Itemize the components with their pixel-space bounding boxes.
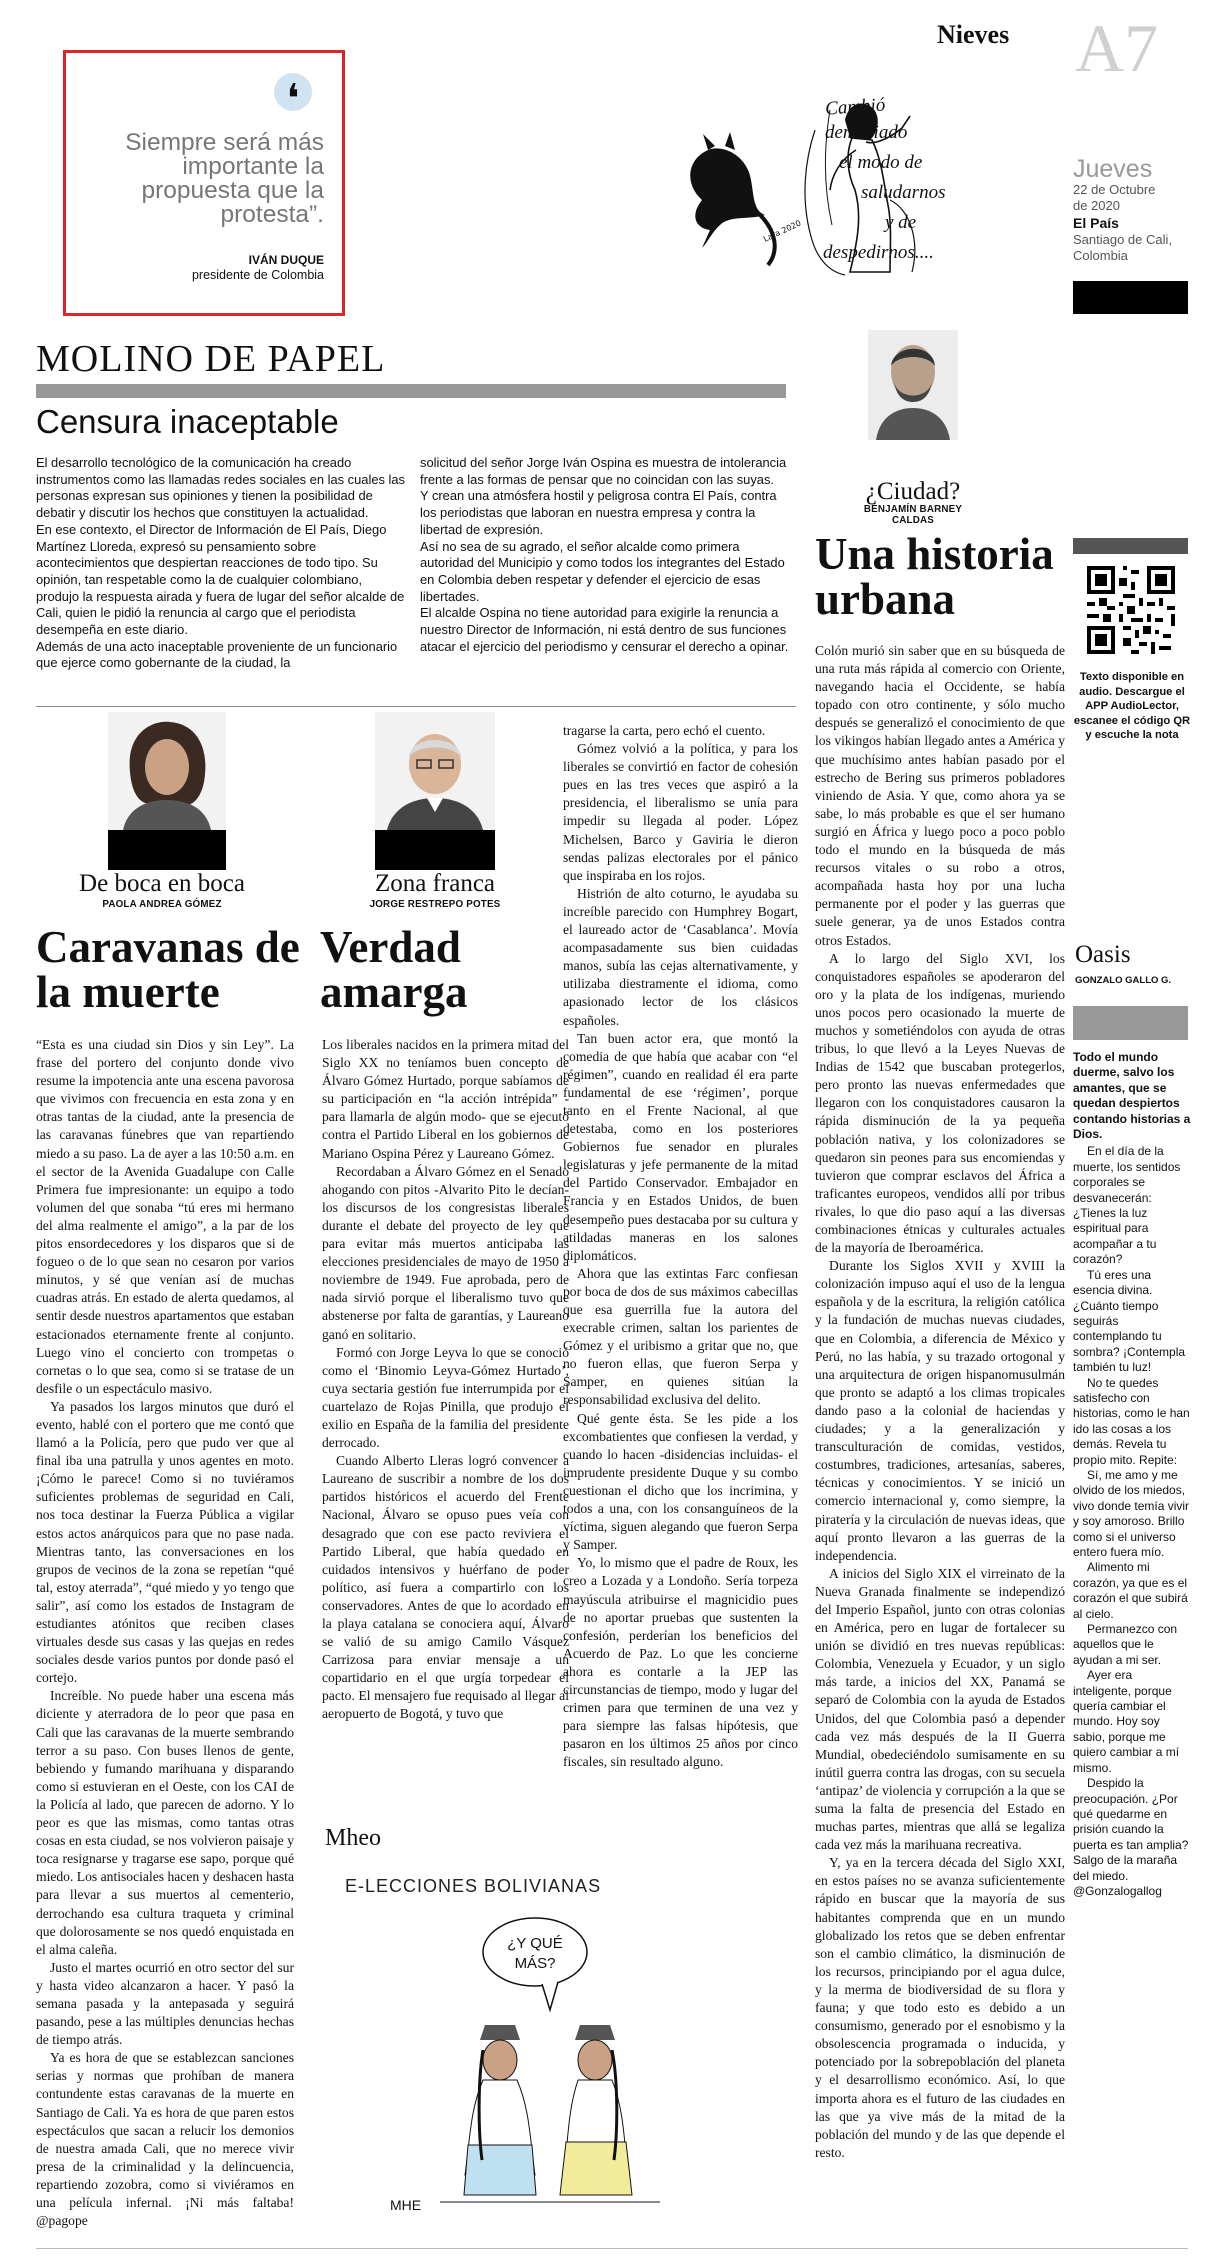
ciudad-p4: A inicios del Siglo XIX el virreinato de la Nueva Granada finalmente se independizó del Imperio Español, junto con otras colonias en América, pero en lugar de fortalecer su unión se dividió en tres nuevas repúblicas: Colombia, Venezuela y Ecuador, y un siglo más tarde, a inicios del XX, Panamá se separó de Colombia con la ayuda de Estados Unidos, del que Colombia pasó a depender cada vez más después de la II Guerra Mundial, obedeciéndolo sumisamente en su inútil guerra contra las drogas, con su secuela ‘antipaz’ de violencia y corrupción a la que se suma la falta de presencia del Estado en muchas partes, mientras que allá se legaliza cada vez más la marihuana recreativa. — [815, 1565, 1065, 1853]
quote-role: presidente de Colombia — [191, 268, 324, 282]
franca-headline-2: amarga — [320, 967, 468, 1017]
franca-p3: Formó con Jorge Leyva lo que se conoció como el ‘Binomio Leyva-Gómez Hurtado’, cuya sectaria gestión fue interrumpida por el cuartelazo de Rojas Pinilla, que produjo el exilio en España de la familia del presidente derrocado. — [322, 1344, 569, 1451]
ciudad-kicker: ¿Ciudad? — [865, 478, 961, 505]
quote-author: IVÁN DUQUE — [248, 253, 324, 267]
oasis-body — [1073, 1050, 1191, 1899]
franca-cont-p2: Gómez volvió a la política, y para los liberales se convirtió en factor de cohesión pues en las tres veces que aspiró a la presidencia, el liberalismo se unía para impedir su llegada al poder. López Michelsen, Barco y Gaviria le dieron sendas palizas electorales por el pánico que inspiraba en los rojos. — [563, 741, 798, 883]
oasis-p7: Ayer era inteligente, porque quería cambiar el mundo. Hoy soy sabio, porque me quiero cambiar a mí mismo. — [1073, 1668, 1180, 1775]
ciudad-p1: Colón murió sin saber que en su búsqueda de una ruta más rápida al comercio con Oriente, navegando hacia el Occidente, se había topado con otro continente, y sólo mucho después se generalizó el conocimiento de que los vikingos habían llegado antes a América y que muchísimo antes habían pasado por el estrecho de Bering sus primeros pobladores viniendo de Asia. Y que, como ahora ya se sabe, lo más probable es que el ser humano surgió en África y luego poco a poco poblo todo el mundo en la búsqueda de más recursos vitales o su robo a otros, acompañada hasta hoy por una lucha permanente por el poder y las guerras que suele generar, ya de unos Estados contra otros Estados. — [815, 643, 1065, 948]
molino-col-2 — [420, 455, 790, 655]
franca-cont-p4: Tan buen actor era, que montó la comedia de que había que acabar con “el régimen”, cuando en realidad él era parte fundamental de ese ‘régimen’, porque tanto en el Frente Nacional, al que detestaba, como en los posteriores Gobiernos fue senador en plurales legislaturas y jefe permanente de la mitad del Partido Conservador. Embajador en Francia y en Estados Unidos, de buen desempeño pues destacaba por su cultura y atildadas maneras en los salones diplomáticos. — [563, 1030, 798, 1263]
cartoon-line-6: despedirnos.... — [823, 242, 934, 263]
franca-kicker: Zona franca — [374, 870, 496, 897]
header-black-bar — [1073, 281, 1188, 314]
cartoon-line-2: demasiado — [825, 122, 908, 143]
boca-headline-1: Caravanas de — [36, 922, 300, 972]
boca-p5: Ya es hora de que se establezcan sanciones serias y normas que prohíban de manera contundente estas caravanas de la muerte en Santiago de Cali. Ya es hora de que paren estos espectáculos que sacan a relucir los demonios de nuestra amada Cali, que no merece vivir presa de la criminalidad y la delincuencia, repartiendo zozobra, como si viviéramos en una película infernal. ¡Ni más faltaba! @pagope — [36, 2050, 294, 2229]
city-line-2: Colombia — [1073, 248, 1128, 263]
franca-cont-p6: Qué gente ésta. Se les pide a los excombatientes que confiesen la verdad, y cuando lo hacen -disidencias incluidas- el imprudente presidente Duque y su combo cuestionan el dicho que los incrimina, y todos a una, con los consanguíneos de la víctima, siguen alegando que fueron Serpa y Samper. — [563, 1410, 798, 1553]
franca-body — [322, 1036, 569, 1724]
cartoon-line-5: y de — [885, 212, 917, 233]
boca-headline — [36, 922, 316, 1017]
date-line-1: 22 de Octubre — [1073, 182, 1156, 197]
paper-name: El País — [1073, 215, 1119, 231]
boca-kicker: De boca en boca — [79, 870, 245, 897]
franca-cont-body — [563, 722, 798, 1771]
page-number: A7 — [1075, 10, 1159, 86]
gomez-photo — [108, 712, 226, 830]
svg-text:¿Y QUÉ: ¿Y QUÉ — [507, 1935, 563, 1952]
oasis-p2: Tú eres una esencia divina. ¿Cuánto tiempo seguirás contemplando tu sombra? ¡Contempla también tu luz! — [1073, 1267, 1186, 1375]
audio-gray-bar — [1073, 538, 1188, 554]
boca-p3: Increíble. No puede haber una escena más diciente y aterradora de lo peor que pasa en Cali que las caravanas de la muerte sembrando terror a su paso. Con buses llenos de gente, bebiendo y fumando marihuana y disparando como si estuvieran en el Oeste, con los CAI de la Policía al lado, que parecen de adorno. Y lo peor es que las mismas, como tantas otras cosas en esta ciudad, se nos volvieron paisaje y toca resignarse y tragarse ese sapo, porque qué miedo. Los antisociales hacen y deshacen hasta para llevar a sus muertos al cementerio, derrochando esa cultura traqueta y criminal que dolorosamente se nos quedó enquistada en el alma caleña. — [36, 1688, 294, 1957]
oasis-p6: Permanezco con aquellos que le ayudan a mi ser. — [1073, 1622, 1178, 1667]
boca-p1: “Esta es una ciudad sin Dios y sin Ley”. La frase del portero del conjunto donde vivo resume la impotencia ante una escena pavorosa que vivimos con frecuencia en esta zona y en otras tantas de la ciudad, ante la presencia de las caravanas fúnebres que van repartiendo miedo a su paso. La de ayer a las 10:50 a.m. en el sector de la Avenida Guadalupe con Calle Primera fue impresionante: un equipo a todo volumen del que sonaba “tú eres mi hermano del alma realmente el amigo”, a la par de los pitos ensordecedores y los disparos que si de fogueo o de lo que sean no cesaron por varios minutos, y sé que venían así de muchas cuadras atrás. En estado de alerta quedamos, al sentir desde nuestros apartamentos que estaban estacionados eternamente frente al conjunto. Luego vino el concierto con trompetas o cornetas o lo que sea, como si se tratase de un desfile o un espectáculo masivo. — [36, 1037, 294, 1396]
franca-cont-p1: tragarse la carta, pero echó el cuento. — [563, 723, 766, 738]
day: Jueves — [1073, 155, 1153, 183]
molino-col2-p4: El alcalde Ospina no tiene autoridad para exigirle la renuncia a nuestro Director de Información, ni está dentro de sus funciones atacar el ejercicio del periodismo y censurar el derecho a opinar. — [420, 605, 789, 654]
oasis-p4: Sí, me amo y me olvido de los miedos, vivo donde temía vivir y soy amoroso. Brillo como si el universo entero fuera mío. — [1073, 1467, 1190, 1559]
ciudad-p5: Y, ya en la tercera década del Siglo XXI, en estos países no se avanza suficientemente rápido en buscar que la mayoría de sus habitantes comprenda que en un mundo globalizado los retos que se deben enfrentar son el cambio climático, la disminución de los recursos, principiando por el agua dulce, y la merma de biodiversidad de su flora y fauna; y que todo esto es debido a un consumismo, generado por el esnobismo y la obsolescencia programada o inducida, y potenciado por la sobrepoblación del planeta y el desarrollismo económico. Así, lo que importa ahora es el futuro de las ciudades en las que ya vive más de la mitad de la población del mundo y de las que depende el resto. — [815, 1855, 1065, 2160]
franca-cont-p7: Yo, lo mismo que el padre de Roux, les creo a Lozada y a Londoño. Sería torpeza mayúscula atribuirse el magnicidio pues de no aportar pruebas que sustenten la confesión, perderían los beneficios del Acuerdo de Paz. Lo que les concierne ahora es contarle a la JEP las circunstancias de tiempo, modo y lugar del crimen para que terminen de una vez y para siempre las falsas hipótesis, que pasaron en los últimos 25 años por cinco fiscales, sin resultado alguno. — [563, 1555, 798, 1770]
oasis-lead: Todo el mundo duerme, salvo los amantes, que se quedan despiertos contando historias a Dios. — [1073, 1050, 1191, 1142]
quote-icon: ❛ — [274, 73, 312, 111]
molino-col2-p2: Y crean una atmósfera hostil y peligrosa contra El País, contra los periodistas que laboran en nuestra empresa y contra la libertad de expresión. — [420, 488, 777, 537]
quote-text: Siempre será más importante la propuesta que la protesta”. — [125, 129, 324, 228]
franca-cont-p3: Histrión de alto coturno, le ayudaba su increíble parecido con Humphrey Bogart, el laureado actor de ‘Casablanca’. Movía acompasadamente sus bien cuidadas manos, subía las cejas alternativamente, y utilizaba diestramente el idioma, como apasionado lector de los clásicos españoles. — [563, 885, 798, 1028]
restrepo-photo-bar — [375, 830, 495, 870]
molino-rule — [36, 384, 786, 398]
quote-box — [63, 50, 345, 316]
boca-body — [36, 1036, 294, 2230]
oasis-p1: En el día de la muerte, los sentidos corporales se desvanecerán: ¿Tienes la luz espiritual para acompañar a tu corazón? — [1073, 1144, 1181, 1267]
molino-headline: Censura inaceptable — [36, 403, 339, 440]
ciudad-headline-1: Una historia — [815, 529, 1054, 579]
molino-col1-p2: En ese contexto, el Director de Información de El País, Diego Martínez Lloreda, expresó su pensamiento sobre acontecimientos que despiertan reacciones de todo tipo. Su opinión, tan respetable como la de cualquier colombiano, produjo la respuesta airada y fuera de lugar del señor alcalde de Cali, quien le pidió la renuncia al cargo que el periodista desempeña en este diario. — [36, 521, 405, 638]
ciudad-byline: BENJAMÍN BARNEY CALDAS — [863, 504, 963, 526]
franca-cont-p5: Ahora que las extintas Farc confiesan por boca de dos de sus máximos cabecillas que esa guerrilla fue la autora del execrable crimen, saltan los parientes de Gómez y el uribismo a gritar que no, que no fueron ellas, que fueron Serpa y Samper, en quienes sitúan la responsabilidad exclusiva del delito. — [563, 1265, 798, 1408]
molino-col-1 — [36, 455, 406, 672]
gomez-photo-bar — [108, 830, 226, 870]
molino-col2-p1: solicitud del señor Jorge Iván Ospina es muestra de intolerancia frente a las formas de pensar que no coincidan con las suyas. — [420, 455, 787, 487]
oasis-gray-bar — [1073, 1006, 1188, 1040]
franca-p2: Recordaban a Álvaro Gómez en el Senado ahogando con pitos -Alvarito Pito le decían- los discursos de los congresistas liberales durante el debate del proyecto de ley que para evitar más muertos anticipaba las elecciones presidenciales de mayo de 1950 a noviembre de 1949. Fue aprobada, pero de nada sirvió porque el liberalismo tuvo que abstenerse por falta de garantías, y Laureano ganó en solitario. — [322, 1163, 569, 1342]
qr-code — [1083, 562, 1179, 658]
franca-byline: JORGE RESTREPO POTES — [369, 899, 501, 910]
audio-text: Texto disponible en audio. Descargue el APP AudioLector, escanee el código QR y escuche la nota — [1073, 671, 1191, 741]
franca-p1: Los liberales nacidos en la primera mitad del Siglo XX no teníamos buen concepto de Álvaro Gómez Hurtado, porque sabíamos de su participación en “la acción intrépida” -para llamarla de algún modo- que se ejecutó contra el Partido Liberal en los gobiernos de Mariano Ospina Pérez y Laureano Gómez. — [322, 1037, 569, 1161]
date-line-2: de 2020 — [1073, 198, 1120, 213]
mheo-caption: E-LECCIONES BOLIVIANAS — [345, 1876, 602, 1896]
oasis-p3: No te quedes satisfecho con historias, como le han ido las cosas a los demás. Revela tu propio mito. Repite: — [1073, 1375, 1190, 1467]
date-block — [1073, 156, 1218, 264]
section-name: Nieves — [937, 20, 1010, 49]
barney-photo — [868, 330, 958, 440]
cartoon-text — [825, 88, 1015, 268]
cartoon-line-3: el modo de — [839, 152, 923, 173]
franca-headline-1: Verdad — [320, 922, 461, 972]
svg-text:MÁS?: MÁS? — [514, 1955, 556, 1972]
cartoon-line-1: Cambió — [824, 94, 886, 120]
mheo-title: Mheo — [325, 1825, 381, 1851]
ciudad-headline-2: urbana — [815, 574, 956, 624]
ciudad-body — [815, 642, 1065, 2162]
page-bottom-rule — [36, 2248, 1188, 2249]
boca-p2: Ya pasados los largos minutos que duró el evento, hablé con el portero que me contó que llamó a la Policía, pero que pudo ver que al final iba una patrulla y unos agentes en moto. ¡Cómo le parece! Como si no tuviéramos suficientes problemas de seguridad en Cali, nos toca destinar la Fuerza Pública a vigilar estos actos anárquicos para que no pase nada. Mientras tanto, las conversaciones en los grupos de vecinos de la zona se repetían “qué tal, estoy aterrada”, “qué miedo y yo tengo que salir”, así como los estados de Instagram de estudiantes atónitos que reciben clases virtuales desde sus casas y las quejas en redes sociales desde varios puntos por donde pasó el cortejo. — [36, 1398, 294, 1686]
molino-section-title: MOLINO DE PAPEL — [36, 338, 386, 380]
franca-headline — [320, 922, 570, 1017]
city-line-1: Santiago de Cali, — [1073, 232, 1173, 247]
franca-p4: Cuando Alberto Lleras logró convencer a Laureano de suscribir a nombre de los dos partidos históricos el acuerdo del Frente Nacional, Álvaro se opuso pues veía con desagrado que con ese pacto reviviera el Partido Liberal, que había quedado en cuidados intensivos y huérfano de poder político, así fuera a compartirlo con los conservadores. Antes de que lo acordado en la playa catalana se conociera aquí, Álvaro se valió de su amigo Camilo Vásquez Carrizosa para enviar mensaje a un copartidario en el que urgía torpedear el pacto. El mensajero fue requisado al llegar al aeropuerto de Bogotá, y tuvo que — [322, 1453, 569, 1722]
molino-col2-p3: Así no sea de su agrado, el señor alcalde como primera autoridad del Municipio y como todos los integrantes del Estado en Colombia deben respetar y defender el ejercicio de esas libertades. — [420, 538, 785, 604]
boca-byline: PAOLA ANDREA GÓMEZ — [102, 899, 222, 910]
ciudad-headline — [815, 529, 1075, 624]
molino-col1-p3: Además de una acto inaceptable proveniente de un funcionario que ejerce como gobernante de la ciudad, la — [36, 638, 398, 671]
svg-text:Lara 2020: Lara 2020 — [762, 218, 803, 244]
top-cartoon — [590, 10, 1010, 310]
oasis-p5: Alimento mi corazón, ya que es el corazón el que subirá al cielo. — [1073, 1560, 1188, 1621]
mheo-drawing — [320, 1910, 800, 2220]
molino-bottom-rule — [36, 706, 796, 707]
boca-headline-2: la muerte — [36, 967, 220, 1017]
restrepo-photo — [375, 712, 495, 830]
ciudad-p3: Durante los Siglos XVII y XVIII la colonización impuso aquí el uso de la lengua española y de la escritura, la religión católica y la fundación de muchas nuevas ciudades, que en Colombia, a diferencia de México y Perú, no las había, y su trazado ortogonal y una arquitectura de origen hispanomusulmán que pronto se adaptó a los climas tropicales dando paso a la colonial de haciendas y ciudades; y a la generalización y transculturación de comidas, vestidos, costumbres, tradiciones, artesanías, saberes, técnicas y conocimientos. Y se inició un comercio internacional y, como siempre, la piratería y la circulación de nuevas ideas, que aquí pronto llevaron a las guerras de la independencia. — [815, 1258, 1065, 1563]
ciudad-p2: A lo largo del Siglo XVI, los conquistadores españoles se apoderaron del oro y la plata de los indígenas, muriendo unos pocos pero ocasionado la muerte de muchos y sometiéndolos con ayuda de otras tribus, lo que llevó a la Leyes Nuevas de Indias de 1542 que buscaban protegerlos, pero pronto las nuevas enfermedades que llegaron con los conquistadores causaron la rápida disminución de la ya pequeña población nativa, y los colonizadores se quedaron sin peones para sus encomiendas y tuvieron que comprar esclavos del África a traficantes europeos, vendidos allí por tribus rivales, lo que dio paso aquí a las diversas combinaciones étnicas y culturales actuales de la mayoría de Iberoamérica. — [815, 950, 1065, 1256]
svg-text:MHE: MHE — [390, 2197, 422, 2213]
oasis-kicker: Oasis — [1075, 941, 1131, 968]
cartoon-line-4: saludarnos — [861, 182, 946, 203]
molino-col1-p1: El desarrollo tecnológico de la comunicación ha creado instrumentos como las llamadas redes sociales en las cuales las personas expresan sus opiniones y tienen la posibilidad de debatir y discutir los hechos que constituyen la actualidad. — [36, 455, 405, 521]
oasis-byline: GONZALO GALLO G. — [1075, 975, 1172, 986]
mheo-cartoon — [320, 1910, 800, 2220]
oasis-p8: Despido la preocupación. ¿Por qué quedarme en prisión cuando la puerta es tan amplia? Salgo de la maraña del miedo. @Gonzalogallog — [1073, 1776, 1189, 1898]
boca-p4: Justo el martes ocurrió en otro sector del sur y hasta video alcanzaron a hacer. Y pasó la semana pasada y la antepasada y seguirá pasando, pese a las múltiples denuncias hechas de tiempo atrás. — [36, 1959, 294, 2048]
